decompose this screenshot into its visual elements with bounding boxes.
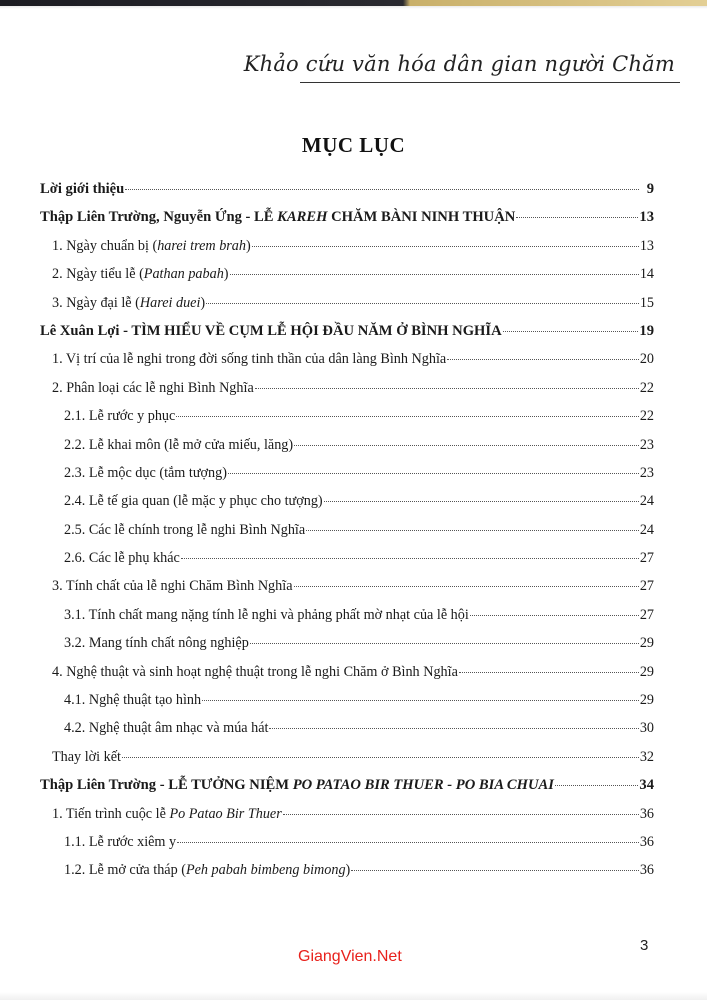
toc-entry-page-number: 29 bbox=[639, 635, 654, 652]
toc-entry-label: 4. Nghệ thuật và sinh hoạt nghệ thuật trong lễ nghi Chăm ở Bình Nghĩa bbox=[52, 663, 458, 680]
dot-leader bbox=[228, 472, 639, 474]
toc-entry-page-number: 34 bbox=[639, 777, 654, 794]
toc-entry-label: 2.6. Các lễ phụ khác bbox=[64, 550, 180, 567]
toc-entry-text: ) bbox=[200, 294, 206, 311]
toc-entry-italic-term: harei trem brah bbox=[157, 237, 246, 254]
book-edge-strip bbox=[0, 0, 707, 6]
dot-leader bbox=[294, 585, 639, 587]
dot-leader bbox=[306, 529, 639, 531]
toc-entry[interactable] bbox=[40, 856, 654, 884]
toc-entry[interactable] bbox=[40, 203, 654, 231]
toc-entry-italic-term: Peh pabah bimbeng bimong bbox=[185, 862, 346, 879]
dot-leader bbox=[269, 727, 638, 729]
toc-entry-label: Lê Xuân Lợi - TÌM HIỂU VỀ CỤM LỄ HỘI ĐẦU NĂM Ở BÌNH NGHĨA bbox=[40, 322, 502, 339]
toc-entry-label bbox=[52, 289, 205, 317]
toc-entry-page-number: 22 bbox=[639, 408, 654, 425]
dot-leader bbox=[202, 699, 639, 701]
toc-entry-text: Thập Liên Trường, Nguyễn Ứng - LỄ bbox=[40, 209, 278, 226]
toc-entry-page-number: 29 bbox=[639, 692, 654, 709]
toc-entry[interactable] bbox=[40, 629, 654, 657]
toc-entry-label: 2.4. Lễ tế gia quan (lễ mặc y phục cho tượng) bbox=[64, 493, 323, 510]
dot-leader bbox=[351, 869, 639, 871]
toc-entry-text: ) bbox=[246, 237, 251, 254]
toc-entry-page-number: 27 bbox=[639, 550, 654, 567]
toc-entry-page-number: 23 bbox=[639, 436, 654, 453]
toc-entry-italic-term: Po Patao Bir Thuer bbox=[169, 805, 282, 822]
toc-entry-text: ) bbox=[223, 266, 229, 283]
toc-entry-label bbox=[52, 260, 229, 288]
dot-leader bbox=[255, 387, 639, 389]
toc-entry[interactable] bbox=[40, 658, 654, 686]
toc-entry-label: Lời giới thiệu bbox=[40, 181, 125, 197]
page-edge-shadow bbox=[0, 992, 707, 1000]
toc-entry-label: 3. Tính chất của lễ nghi Chăm Bình Nghĩa bbox=[52, 578, 293, 595]
toc-entry-page-number: 36 bbox=[639, 862, 654, 879]
toc-entry-page-number: 36 bbox=[639, 833, 654, 850]
toc-entry-italic-term: Pathan pabah bbox=[143, 266, 224, 283]
dot-leader bbox=[555, 784, 638, 786]
toc-entry-text: Thập Liên Trường - LỄ TƯỞNG NIỆM bbox=[40, 777, 293, 794]
toc-entry[interactable] bbox=[40, 317, 654, 345]
toc-entry-label: 2.5. Các lễ chính trong lễ nghi Bình Nghĩa bbox=[64, 521, 306, 538]
dot-leader bbox=[283, 813, 639, 815]
running-header bbox=[243, 46, 680, 86]
dot-leader bbox=[181, 557, 639, 559]
page-title: MỤC LỤC bbox=[301, 133, 406, 157]
toc-entry[interactable] bbox=[40, 459, 654, 487]
running-header-title: Khảo cứu văn hóa dân gian người Chăm bbox=[243, 52, 675, 76]
toc-entry[interactable] bbox=[40, 516, 654, 544]
toc-entry[interactable] bbox=[40, 289, 654, 317]
toc-entry-italic-term: PO PATAO BIR THUER - PO BIA CHUAI bbox=[292, 777, 554, 794]
dot-leader bbox=[516, 216, 638, 218]
toc-entry-label: 3.2. Mang tính chất nông nghiệp bbox=[64, 635, 249, 652]
toc-entry-label bbox=[52, 800, 282, 828]
toc-entry-page-number: 24 bbox=[639, 493, 654, 510]
toc-entry-page-number: 24 bbox=[639, 521, 654, 538]
toc-entry[interactable] bbox=[40, 175, 654, 203]
toc-entry-page-number: 27 bbox=[639, 578, 654, 595]
toc-entry-text: 1. Ngày chuẩn bị ( bbox=[52, 237, 158, 254]
dot-leader bbox=[125, 188, 639, 190]
toc-entry[interactable] bbox=[40, 374, 654, 402]
toc-entry-page-number: 15 bbox=[639, 294, 654, 311]
toc-entry-page-number: 36 bbox=[639, 805, 654, 822]
dot-leader bbox=[324, 500, 639, 502]
toc-entry-label: 4.1. Nghệ thuật tạo hình bbox=[64, 692, 202, 709]
toc-entry[interactable] bbox=[40, 544, 654, 572]
toc-entry-italic-term: KAREH bbox=[277, 209, 328, 226]
toc-entry-label: 2.1. Lễ rước y phục bbox=[64, 408, 176, 425]
toc-entry[interactable] bbox=[40, 828, 654, 856]
toc-entry[interactable] bbox=[40, 686, 654, 714]
toc-entry[interactable] bbox=[40, 345, 654, 373]
toc-entry-label: 1. Vị trí của lễ nghi trong đời sống tinh thần của dân làng Bình Nghĩa bbox=[52, 351, 447, 368]
toc-entry-page-number: 19 bbox=[639, 322, 654, 339]
toc-entry[interactable] bbox=[40, 260, 654, 288]
toc-entry-text: 3. Ngày đại lễ ( bbox=[52, 294, 140, 311]
toc-entry-page-number: 13 bbox=[639, 237, 654, 254]
toc-entry-label: 1.1. Lễ rước xiêm y bbox=[64, 833, 177, 850]
toc-entry-label bbox=[52, 232, 251, 260]
toc-entry[interactable] bbox=[40, 487, 654, 515]
dot-leader bbox=[470, 614, 639, 616]
page-number: 3 bbox=[640, 937, 649, 954]
toc-entry[interactable] bbox=[40, 431, 654, 459]
toc-entry-label bbox=[64, 856, 350, 884]
dot-leader bbox=[459, 671, 639, 673]
toc-entry[interactable] bbox=[40, 601, 654, 629]
toc-entry-label: 2.2. Lễ khai môn (lễ mở cửa miếu, lăng) bbox=[64, 436, 294, 453]
toc-entry-label: Thay lời kết bbox=[52, 748, 121, 765]
toc-entry-label bbox=[40, 203, 515, 231]
toc-entry[interactable] bbox=[40, 743, 654, 771]
toc-entry[interactable] bbox=[40, 402, 654, 430]
toc-entry-italic-term: Harei duei bbox=[139, 294, 201, 311]
dot-leader bbox=[122, 756, 639, 758]
toc-entry-label bbox=[40, 771, 554, 799]
dot-leader bbox=[230, 273, 639, 275]
dot-leader bbox=[176, 415, 638, 417]
toc-entry[interactable] bbox=[40, 771, 654, 799]
toc-entry-text: 1. Tiến trình cuộc lễ bbox=[52, 805, 170, 822]
toc-entry-page-number: 29 bbox=[639, 663, 654, 680]
dot-leader bbox=[250, 642, 639, 644]
toc-entry-label: 3.1. Tính chất mang nặng tính lễ nghi và phảng phất mờ nhạt của lễ hội bbox=[64, 606, 469, 623]
toc-entry-text: 2. Ngày tiểu lễ ( bbox=[52, 266, 144, 283]
toc-entry[interactable] bbox=[40, 714, 654, 742]
dot-leader bbox=[503, 330, 639, 332]
toc-entry-page-number: 14 bbox=[639, 266, 654, 283]
watermark: GiangVien.Net bbox=[298, 948, 402, 965]
dot-leader bbox=[206, 302, 639, 304]
toc-entry-page-number: 27 bbox=[639, 606, 654, 623]
dot-leader bbox=[294, 444, 639, 446]
toc-entry[interactable] bbox=[40, 572, 654, 600]
toc-entry-label: 2. Phân loại các lễ nghi Bình Nghĩa bbox=[52, 379, 254, 396]
toc-entry-page-number: 13 bbox=[639, 209, 654, 226]
toc-entry-text: ) bbox=[345, 862, 351, 879]
toc-entry[interactable] bbox=[40, 232, 654, 260]
toc-entry-text: CHĂM BÀNI NINH THUẬN bbox=[327, 209, 516, 226]
toc-entry-page-number: 30 bbox=[639, 720, 654, 737]
toc-entry-page-number: 23 bbox=[639, 464, 654, 481]
toc-entry-page-number: 20 bbox=[639, 351, 654, 368]
toc-entry-label: 4.2. Nghệ thuật âm nhạc và múa hát bbox=[64, 720, 269, 737]
table-of-contents bbox=[40, 175, 654, 885]
header-rule bbox=[300, 82, 680, 83]
toc-entry-text: 1.2. Lễ mở cửa tháp ( bbox=[64, 862, 186, 879]
dot-leader bbox=[252, 245, 639, 247]
toc-entry-label: 2.3. Lễ mộc dục (tắm tượng) bbox=[64, 464, 227, 481]
toc-entry-page-number: 22 bbox=[639, 379, 654, 396]
dot-leader bbox=[447, 358, 639, 360]
toc-entry-page-number: 9 bbox=[646, 181, 654, 197]
toc-entry-page-number: 32 bbox=[639, 748, 654, 765]
dot-leader bbox=[177, 841, 639, 843]
toc-entry[interactable] bbox=[40, 800, 654, 828]
